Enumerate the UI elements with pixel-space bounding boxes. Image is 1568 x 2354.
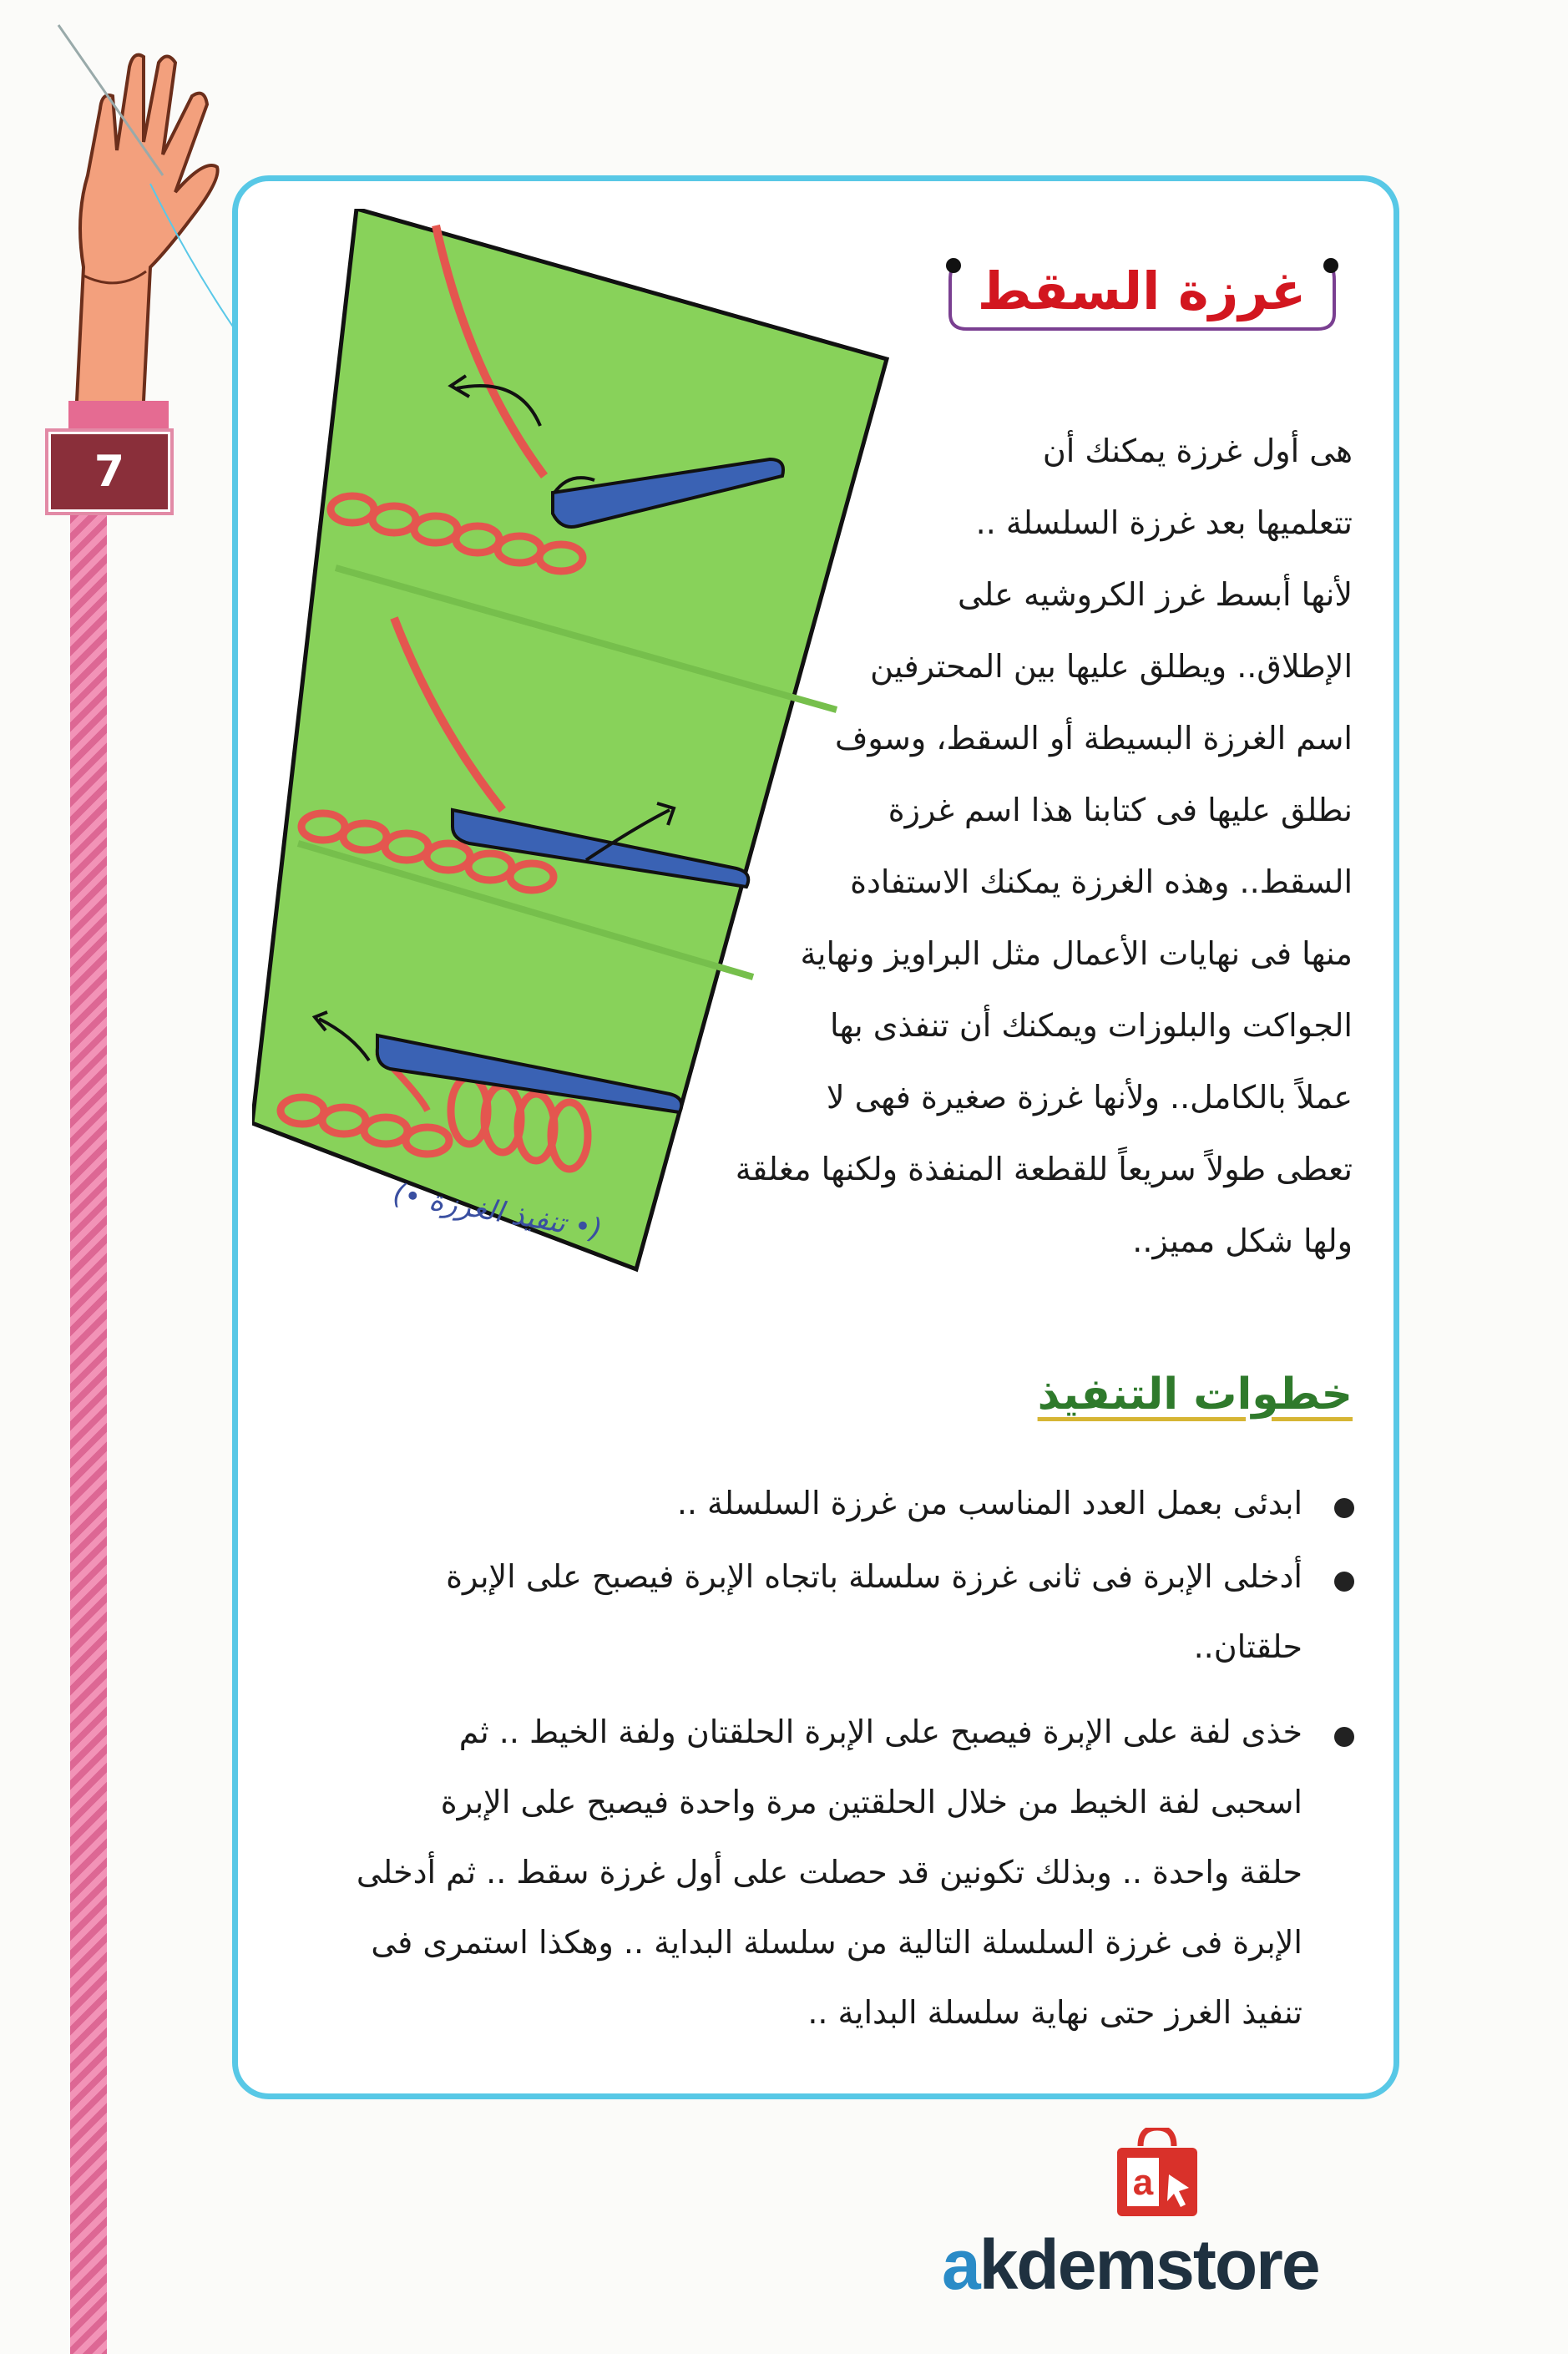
bullet-icon xyxy=(1334,1572,1354,1592)
svg-text:a: a xyxy=(1132,2162,1154,2203)
illustration-caption: (• تنفيذ الغرزة •) xyxy=(390,1177,605,1247)
intro-line-11: تعطى طولاً سريعاً للقطعة المنفذة ولكنها مغلقة xyxy=(735,1151,1353,1187)
intro-line-10: عملاً بالكامل.. ولأنها غرزة صغيرة فهى لا xyxy=(826,1079,1353,1116)
step-3-line-3: حلقة واحدة .. وبذلك تكونين قد حصلت على أول غرزة سقط .. ثم أدخلى xyxy=(356,1854,1302,1891)
bullet-icon xyxy=(1334,1498,1354,1518)
intro-line-2: تتعلميها بعد غرزة السلسلة .. xyxy=(975,504,1353,541)
intro-line-5: اسم الغرزة البسيطة أو السقط، وسوف xyxy=(834,720,1353,757)
pink-margin-bar xyxy=(70,505,107,2354)
hand-needle-icon xyxy=(50,17,250,451)
store-logo-text: akdemstore xyxy=(942,2225,1319,2304)
step-2-line-1: أدخلى الإبرة فى ثانى غرزة سلسلة باتجاه الإبرة فيصبح على الإبرة xyxy=(446,1558,1302,1595)
bullet-icon xyxy=(1334,1727,1354,1747)
intro-line-12: ولها شكل مميز.. xyxy=(1132,1223,1353,1259)
intro-line-4: الإطلاق.. ويطلق عليها بين المحترفين xyxy=(870,648,1353,685)
intro-line-3: لأنها أبسط غرز الكروشيه على xyxy=(958,576,1353,613)
step-3-line-1: خذى لفة على الإبرة فيصبح على الإبرة الحلقتان ولفة الخيط .. ثم xyxy=(458,1714,1302,1750)
intro-line-9: الجواكت والبلوزات ويمكنك أن تنفذى بها xyxy=(830,1007,1353,1044)
step-1-line-1: ابدئى بعمل العدد المناسب من غرزة السلسلة .. xyxy=(676,1485,1302,1521)
steps-heading: خطوات التنفيذ xyxy=(1037,1369,1353,1420)
intro-line-6: نطلق عليها فى كتابنا هذا اسم غرزة xyxy=(888,792,1353,828)
store-logo-icon xyxy=(1112,2128,1202,2221)
step-3-line-5: تنفيذ الغرز حتى نهاية سلسلة البداية .. xyxy=(807,1994,1302,2031)
intro-line-8: منها فى نهايات الأعمال مثل البراويز ونهاية xyxy=(800,935,1353,972)
intro-line-7: السقط.. وهذه الغرزة يمكنك الاستفادة xyxy=(850,863,1353,900)
step-2-line-2: حلقتان.. xyxy=(1193,1628,1302,1665)
intro-line-1: هى أول غرزة يمكنك أن xyxy=(1042,433,1353,469)
step-3-line-4: الإبرة فى غرزة السلسلة التالية من سلسلة البداية .. وهكذا استمرى فى xyxy=(371,1924,1302,1961)
page-title: غرزة السقط xyxy=(977,260,1307,321)
step-3-line-2: اسحبى لفة الخيط من خلال الحلقتين مرة واحدة فيصبح على الإبرة xyxy=(440,1784,1302,1820)
page-number: 7 xyxy=(48,432,170,512)
